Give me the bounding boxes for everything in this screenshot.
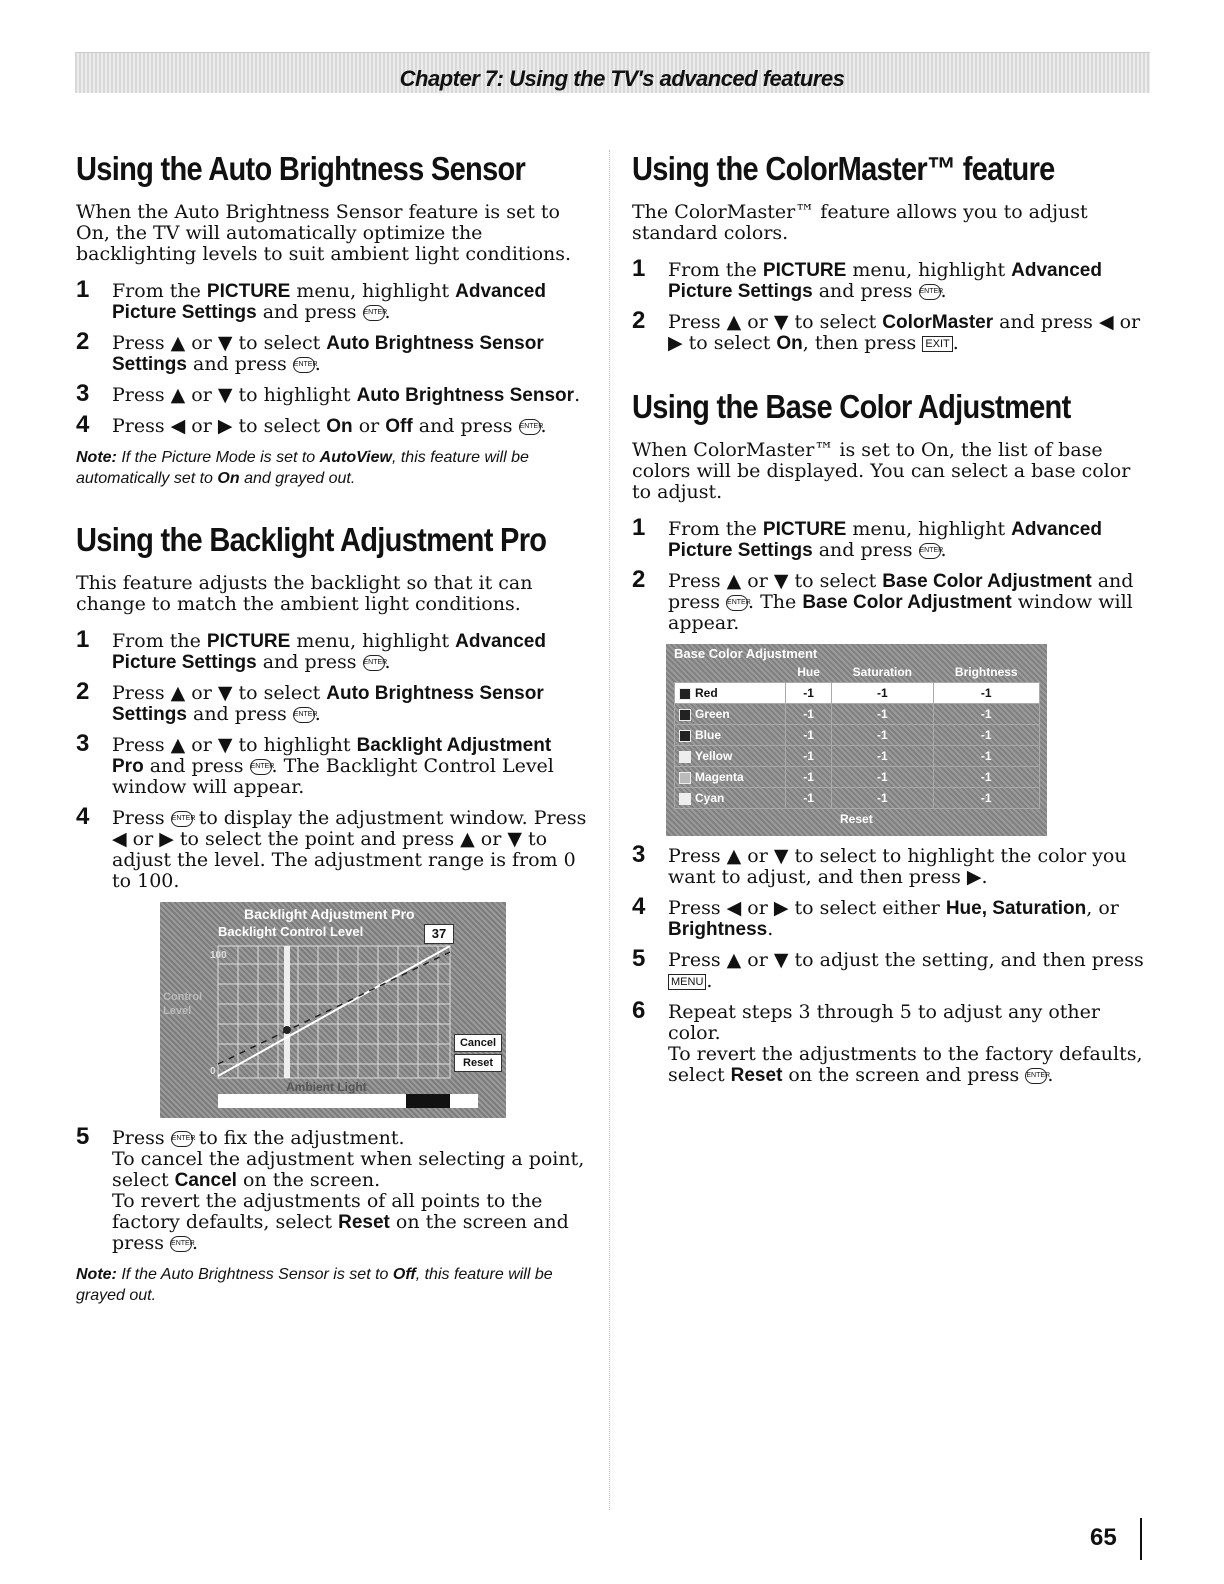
enter-icon: ENTER <box>1025 1068 1047 1084</box>
ambient-light-marker <box>406 1094 450 1108</box>
note: Note: If the Picture Mode is set to AutoView, this feature will be automatically set to On and grayed out. <box>76 449 529 487</box>
auto-brightness-intro: When the Auto Brightness Sensor feature is set to On, the TV will automatically optimize the backlighting levels to suit ambient light conditions. <box>76 201 572 265</box>
step: 1 From the PICTURE menu, highlight Advanced Picture Settings and press ENTER. <box>632 514 1102 561</box>
color-swatch-icon <box>679 751 691 763</box>
page-number: 65 <box>1090 1524 1117 1551</box>
base-color-table <box>674 662 1040 809</box>
table-row[interactable]: Cyan -1 -1 -1 <box>675 788 1040 809</box>
step: 5 Press ▲ or ▼ to adjust the setting, and then press MENU . <box>632 945 1144 992</box>
table-header: Hue Saturation Brightness <box>797 665 1018 679</box>
table-row[interactable]: Blue -1 -1 -1 <box>675 725 1040 746</box>
enter-icon: ENTER <box>170 1236 192 1252</box>
step: 1 From the PICTURE menu, highlight Advanced Picture Settings and press ENTER. <box>76 626 546 673</box>
step: 5 Press ENTER to fix the adjustment. To cancel the adjustment when selecting a point, select Cancel on the screen. To revert the adjustments of all points to the factory defaults, select Reset on the screen and press ENTER. <box>76 1123 585 1254</box>
enter-icon: ENTER <box>171 811 193 827</box>
note: Note: If the Auto Brightness Sensor is set to Off, this feature will be grayed out. <box>76 1266 553 1304</box>
step: 3 Press ▲ or ▼ to highlight Backlight Adjustment Pro and press ENTER. The Backlight Control Level window will appear. <box>76 730 554 798</box>
step: 2 Press ▲ or ▼ to select ColorMaster and press ◀ or ▶ to select On, then press EXIT . <box>632 307 1141 354</box>
base-color-intro: When ColorMaster™ is set to On, the list of base colors will be displayed. You can select a base color to adjust. <box>632 439 1131 503</box>
step: 1 From the PICTURE menu, highlight Advanced Picture Settings and press ENTER. <box>632 255 1102 302</box>
colormaster-heading: Using the ColorMaster™ feature <box>632 150 1055 187</box>
column-divider <box>609 150 610 1510</box>
screen-subtitle: Backlight Control Level <box>218 924 364 939</box>
backlight-heading: Using the Backlight Adjustment Pro <box>76 521 547 558</box>
reset-button[interactable]: Reset <box>840 812 873 826</box>
backlight-control-screen <box>160 902 506 1118</box>
step: 1 From the PICTURE menu, highlight Advanced Picture Settings and press ENTER. <box>76 276 546 323</box>
svg-text:0: 0 <box>210 1066 216 1077</box>
color-swatch-icon <box>679 688 691 700</box>
enter-icon: ENTER <box>293 707 315 723</box>
enter-icon: ENTER <box>919 284 941 300</box>
step: 3 Press ▲ or ▼ to select to highlight the color you want to adjust, and then press ▶. <box>632 841 1127 888</box>
step: 6 Repeat steps 3 through 5 to adjust any other color. To revert the adjustments to the factory defaults, select Reset on the screen and press ENTER. <box>632 997 1143 1086</box>
color-swatch-icon <box>679 793 691 805</box>
backlight-intro: This feature adjusts the backlight so that it can change to match the ambient light conditions. <box>76 572 533 615</box>
right-column <box>632 150 1144 1096</box>
color-swatch-icon <box>679 730 691 742</box>
step: 2 Press ▲ or ▼ to select Auto Brightness Sensor Settings and press ENTER. <box>76 678 544 725</box>
colormaster-intro: The ColorMaster™ feature allows you to adjust standard colors. <box>632 201 1088 244</box>
table-row[interactable]: Green -1 -1 -1 <box>675 704 1040 725</box>
left-column <box>76 150 588 1338</box>
step: 4 Press ◀ or ▶ to select either Hue, Saturation, or Brightness. <box>632 893 1119 940</box>
step: 2 Press ▲ or ▼ to select Base Color Adjustment and press ENTER. The Base Color Adjustment window will appear. <box>632 566 1134 634</box>
step: 3 Press ▲ or ▼ to highlight Auto Brightness Sensor. <box>76 380 581 407</box>
exit-key-icon: EXIT <box>922 336 952 352</box>
color-swatch-icon <box>679 709 691 721</box>
backlight-curve-graph <box>210 946 450 1078</box>
screen-title: Base Color Adjustment <box>674 646 818 661</box>
screen-title: Backlight Adjustment Pro <box>244 906 415 922</box>
page-number-rule <box>1140 1518 1142 1560</box>
reset-button[interactable]: Reset <box>454 1054 502 1072</box>
menu-key-icon: MENU <box>668 974 706 990</box>
color-swatch-icon <box>679 772 691 784</box>
enter-icon: ENTER <box>293 357 315 373</box>
auto-brightness-heading: Using the Auto Brightness Sensor <box>76 150 526 187</box>
enter-icon: ENTER <box>919 543 941 559</box>
enter-icon: ENTER <box>363 305 385 321</box>
base-color-heading: Using the Base Color Adjustment <box>632 388 1071 425</box>
base-color-adjustment-screen <box>666 644 1047 836</box>
table-row[interactable]: Magenta -1 -1 -1 <box>675 767 1040 788</box>
step: 4 Press ◀ or ▶ to select On or Off and press ENTER. <box>76 411 547 438</box>
x-axis-label: Ambient Light <box>286 1080 367 1094</box>
chapter-title: Chapter 7: Using the TV's advanced features <box>399 66 845 91</box>
enter-icon: ENTER <box>171 1131 193 1147</box>
svg-text:100: 100 <box>210 950 227 961</box>
step: 2 Press ▲ or ▼ to select Auto Brightness Sensor Settings and press ENTER. <box>76 328 544 375</box>
enter-icon: ENTER <box>363 655 385 671</box>
y-axis-label: Control Level <box>163 991 203 1017</box>
level-value: 37 <box>424 924 454 944</box>
table-row[interactable]: Red -1 -1 -1 <box>675 683 1040 704</box>
enter-icon: ENTER <box>250 759 272 775</box>
cancel-button[interactable]: Cancel <box>454 1034 502 1052</box>
enter-icon: ENTER <box>519 419 541 435</box>
table-row[interactable]: Yellow -1 -1 -1 <box>675 746 1040 767</box>
step: 4 Press ENTER to display the adjustment window. Press ◀ or ▶ to select the point and press ▲ or ▼ to adjust the level. The adjustment range is from 0 to 100. <box>76 803 587 892</box>
enter-icon: ENTER <box>726 595 748 611</box>
